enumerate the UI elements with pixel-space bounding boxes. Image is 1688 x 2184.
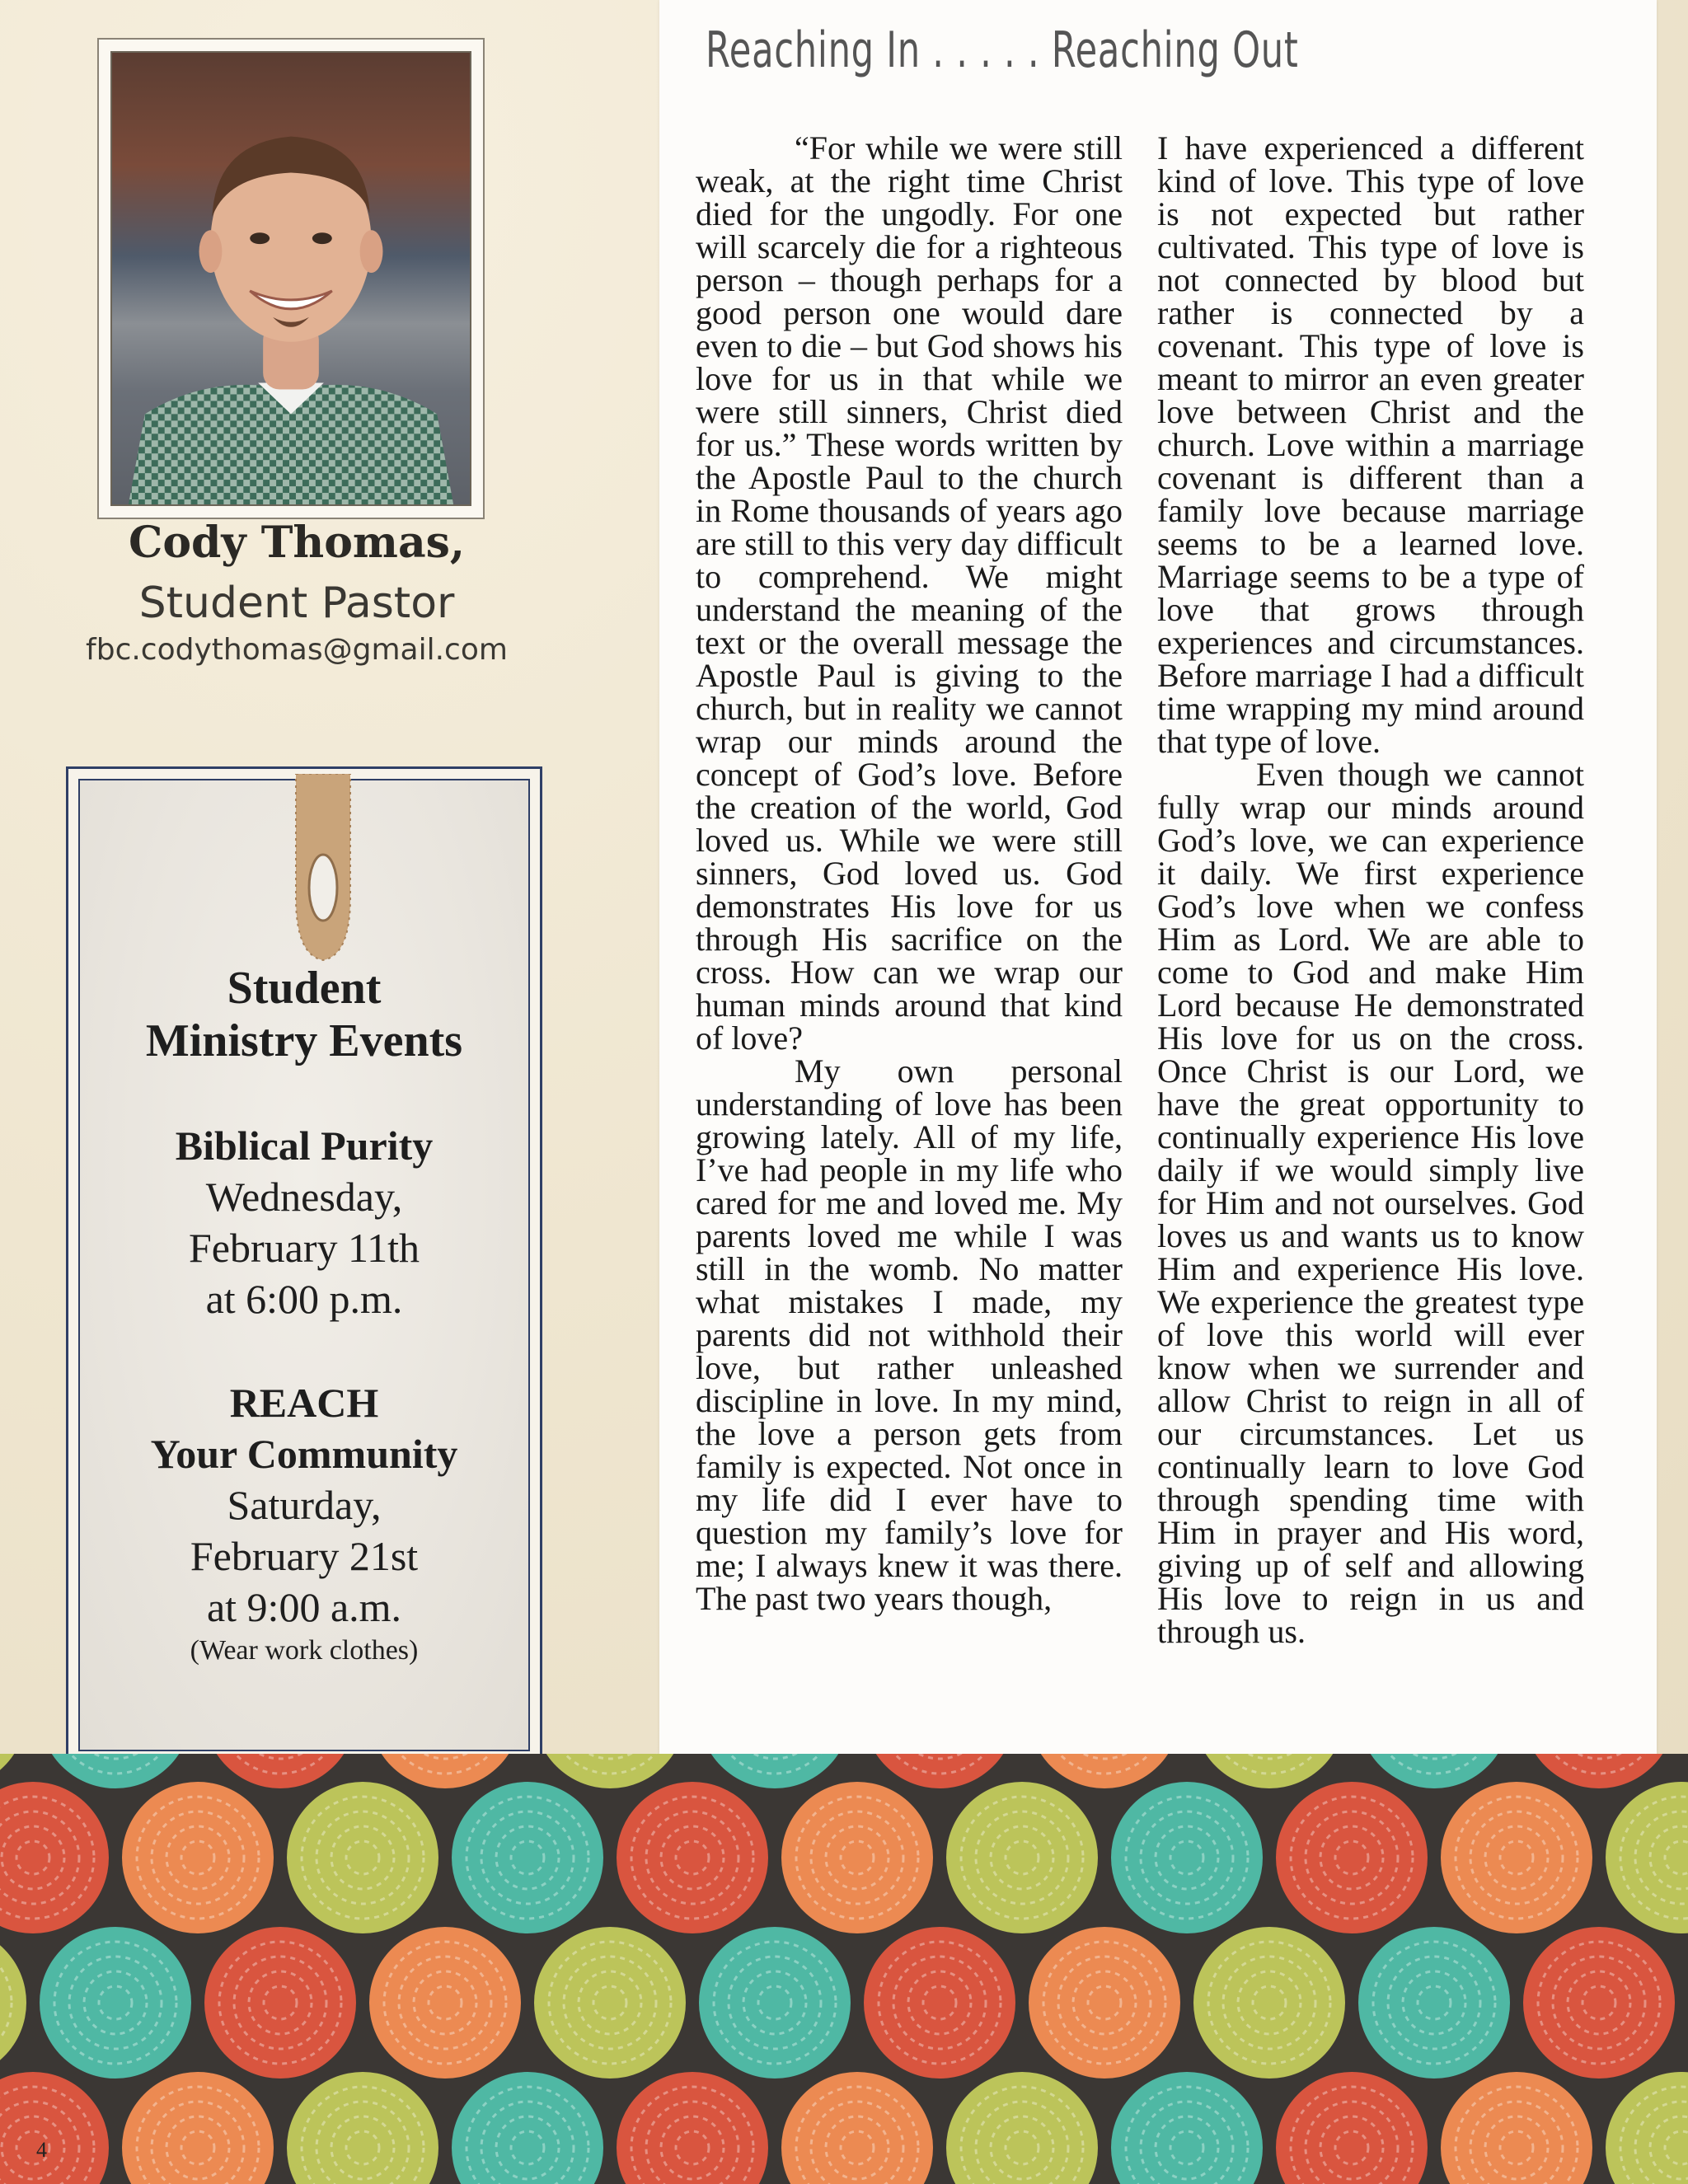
student-ministry-events-box — [66, 766, 542, 1764]
decorative-circle — [1606, 1782, 1688, 1933]
decorative-circle — [1193, 1927, 1345, 2079]
article-paragraph: “For while we were still weak, at the right time Christ died for the ungodly. For one will scarcely die for a righteous person – though perhaps for a good person one would dare even to die – but God shows his love for us in that while we were still sinners, Christ died for us.” These words written by the Apostle Paul to the church in Rome thousands of years ago are still to this very day difficult to comprehend. We might understand the meaning of the text or the overall message the Apostle Paul is giving to the church, but in reality we cannot wrap our minds around the concept of God’s love. Before the creation of the world, God loved us. While we were still sinners, God loved us. God demonstrates His love for us through His sacrifice on the cross. How can we wrap our human minds around that kind of love? — [696, 129, 1123, 1057]
decorative-circle — [1441, 1782, 1592, 1933]
pastor-name: Cody Thomas, — [128, 518, 466, 568]
decorative-circle — [122, 2072, 274, 2184]
event2-note: (Wear work clothes) — [190, 1635, 419, 1666]
decorative-circle — [369, 1754, 521, 1788]
decorative-circle — [1193, 1754, 1345, 1788]
decorative-circle — [1111, 1782, 1263, 1933]
decorative-circle-pattern — [0, 1754, 1688, 2184]
decorative-circle — [946, 2072, 1098, 2184]
decorative-circle — [1441, 2072, 1592, 2184]
masthead-title: Reaching In . . . . . Reaching Out — [706, 21, 1299, 79]
event2-day: Saturday, — [227, 1482, 382, 1528]
article-panel — [659, 0, 1657, 1754]
circle-pattern-graphic — [0, 1754, 1688, 2184]
portrait-image — [112, 53, 470, 504]
decorative-circle — [946, 1782, 1098, 1933]
event2-date: February 21st — [190, 1533, 419, 1579]
event2-title-line1: REACH — [229, 1380, 379, 1426]
decorative-circle — [287, 1782, 438, 1933]
decorative-circle — [1276, 1782, 1428, 1933]
event1-title: Biblical Purity — [175, 1122, 434, 1169]
decorative-circle — [452, 2072, 603, 2184]
decorative-circle — [781, 2072, 933, 2184]
decorative-circle — [1523, 1927, 1675, 2079]
decorative-circle — [617, 1782, 768, 1933]
decorative-circle — [0, 2072, 109, 2184]
decorative-circle — [0, 1782, 109, 1933]
decorative-circle — [1029, 1927, 1180, 2079]
article-paragraph: Even though we cannot fully wrap our minds around God’s love, we can experience it daily. We first experience God’s love when we confess Him as Lord. We are able to come to God and make Him Lord because He demonstrated His love for us on the cross. Once Christ is our Lord, we have the great opportunity to continually experience His love daily if we would simply live for Him and not ourselves. God loves us and wants us to know Him and experience His love. We experience the greatest type of love this world will ever know when we surrender and allow Christ to reign in all of our circumstances. Let us continually learn to love God through spending time with Him in prayer and His word, giving up of self and allowing His love to reign in us and through us. — [1157, 756, 1584, 1650]
article-paragraph: I have experienced a different kind of love. This type of love is not expected but rather cultivated. This type of love is not connected by blood but rather is connected by a covenant. This type of love is meant to mirror an even greater love between Christ and the church. Love within a marriage covenant is different than a family love because marriage seems to be a learned love. Marriage seems to be a type of love that grows through experiences and circumstances. Before marriage I had a difficult time wrapping my mind around that type of love. — [1157, 129, 1584, 760]
decorative-circle — [781, 1782, 933, 1933]
hang-tag-icon — [284, 774, 362, 963]
decorative-circle — [1523, 1754, 1675, 1788]
events-heading-line2: Ministry Events — [145, 1015, 463, 1066]
decorative-circle — [204, 1927, 356, 2079]
decorative-circle — [864, 1927, 1015, 2079]
events-heading-line1: Student — [227, 963, 382, 1014]
decorative-circle — [40, 1927, 191, 2079]
event2-time: at 9:00 a.m. — [206, 1584, 402, 1630]
article-column-left — [696, 129, 1123, 1617]
event2-title-line2: Your Community — [150, 1431, 458, 1477]
decorative-circle — [1029, 1754, 1180, 1788]
decorative-circle — [699, 1754, 851, 1788]
pastor-email[interactable]: fbc.codythomas@gmail.com — [86, 633, 508, 667]
article-paragraph: My own personal understanding of love has been growing lately. All of my life, I’ve had people in my life who cared for me and loved me. My parents loved me while I was still in the womb. No matter what mistakes I made, my parents did not withhold their love, but rather unleashed discipline in love. In my mind, the love a person gets from family is expected. Not once in my life did I ever have to question my family’s love for me; I always knew it was there. The past two years though, — [696, 1052, 1123, 1617]
event1-date: February 11th — [188, 1225, 420, 1271]
decorative-circle — [204, 1754, 356, 1788]
pastor-role: Student Pastor — [138, 579, 455, 628]
decorative-circle — [1606, 2072, 1688, 2184]
page-number: 4 — [36, 2138, 47, 2162]
decorative-circle — [0, 1927, 26, 2079]
decorative-circle — [617, 2072, 768, 2184]
events-content — [80, 962, 528, 1669]
decorative-circle — [1276, 2072, 1428, 2184]
decorative-circle — [864, 1754, 1015, 1788]
decorative-circle — [369, 1927, 521, 2079]
decorative-circle — [40, 1754, 191, 1788]
decorative-circle — [534, 1927, 686, 2079]
article-column-right — [1157, 129, 1584, 1650]
decorative-circle — [287, 2072, 438, 2184]
decorative-circle — [122, 1782, 274, 1933]
event1-day: Wednesday, — [205, 1174, 403, 1220]
decorative-circle — [452, 1782, 603, 1933]
decorative-circle — [1358, 1927, 1510, 2079]
decorative-circle — [1111, 2072, 1263, 2184]
profile-photo — [97, 38, 485, 519]
decorative-circle — [534, 1754, 686, 1788]
event1-time: at 6:00 p.m. — [205, 1276, 403, 1322]
decorative-circle — [1358, 1754, 1510, 1788]
events-inner-frame — [78, 779, 530, 1751]
decorative-circle — [699, 1927, 851, 2079]
